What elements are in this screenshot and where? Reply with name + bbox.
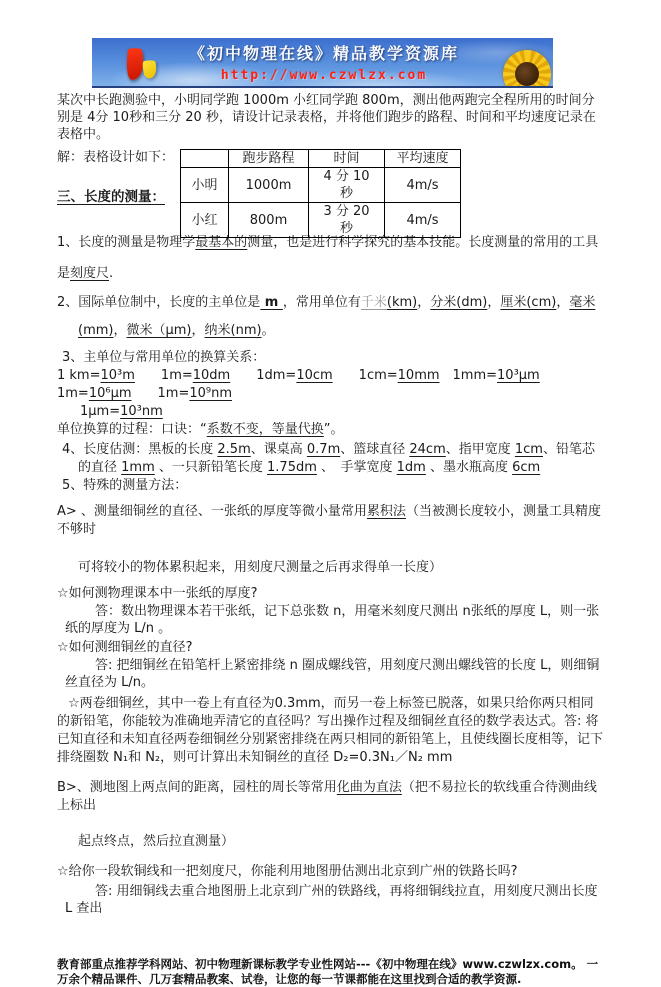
text-segment: 10³m [100, 368, 135, 383]
answer-railway-length [57, 883, 605, 917]
text-segment: 0.7m [306, 442, 341, 457]
text-segment: 10mm [397, 368, 440, 383]
text-segment: 1mm [121, 460, 155, 475]
site-banner [92, 38, 553, 88]
text-segment: ， [417, 295, 431, 310]
method-a-line-1 [57, 503, 605, 539]
question-paper-thickness [57, 585, 605, 603]
table-header-cell: 时间 [309, 150, 385, 168]
text-segment: 、课桌高 [250, 442, 307, 457]
text-segment: 、铅笔芯的直径 [78, 442, 595, 475]
table-cell: 小明 [181, 168, 229, 203]
text-segment: 24cm [409, 442, 446, 457]
text-segment: 毫米(mm) [78, 295, 596, 338]
text-segment: ”。 [323, 422, 344, 437]
method-b-line-2 [57, 833, 605, 851]
document-body [57, 92, 605, 987]
item-2-units [57, 289, 605, 345]
text-segment: 纳米(nm) [204, 323, 262, 338]
text-segment: 1、长度的测量是物理学 [57, 235, 196, 250]
site-url-link[interactable]: http://www.czwlzx.com [220, 68, 428, 83]
text-segment: 单位换算的过程：口诀：“ [57, 422, 207, 437]
text-segment: 刻度尺 [70, 266, 110, 281]
text-segment: 1mm= [439, 368, 498, 383]
text-segment: ， [191, 323, 205, 338]
table-cell: 4m/s [385, 168, 461, 203]
table-header-cell [181, 150, 229, 168]
footer-promo-text: 教育部重点推荐学科网站、初中物理新课标教学专业性网站---《初中物理在线》www.czwlzx.com。 一万余个精品课件、几万套精品教案、试卷，让您的每一节课都能在这里找到合适的教学资源. [57, 957, 599, 986]
solution-block [57, 143, 605, 236]
text-segment: 1m= [57, 368, 553, 401]
text-segment: m [260, 295, 283, 310]
text-segment: 10⁹nm [189, 386, 233, 401]
text-segment: 累积法 [366, 504, 406, 519]
text-segment: 测量，也是进行科学探究的基本技能。长度测量的常用的工具是 [57, 235, 599, 281]
table-row [181, 168, 461, 203]
text-segment: (km) [386, 295, 418, 310]
text-segment: 答: 把细铜丝在铅笔杆上紧密排绕 n 圈成螺线管，用刻度尺测出螺线管的长度 L，则细铜丝直径为 L/n。 [65, 658, 600, 690]
text-segment: 10cm [296, 368, 333, 383]
text-segment: 、 手掌宽度 [316, 460, 397, 475]
sunflower-icon [503, 50, 551, 88]
text-segment: B>、测地图上两点间的距离，园柱的周长等常用 [57, 780, 337, 795]
flame-yellow-shape [141, 59, 159, 80]
site-logo-icon [124, 46, 168, 84]
text-segment: 6cm [512, 460, 541, 475]
text-segment: 千米 [360, 295, 387, 310]
text-segment: ， [556, 295, 570, 310]
text-segment: ， [487, 295, 501, 310]
table-header-cell: 跑步路程 [229, 150, 309, 168]
text-segment: A> 、测量细铜丝的直径、一张纸的厚度等微小量常用 [57, 504, 367, 519]
text-segment: . [109, 266, 114, 281]
solution-table-body [181, 168, 461, 238]
text-segment: 。 [261, 323, 275, 338]
text-segment: 10³μm [497, 368, 540, 383]
question-wire-diameter [57, 639, 605, 657]
text-segment: 1.75dm [267, 460, 317, 475]
answer-paper-thickness [57, 603, 605, 637]
text-segment: 最基本的 [195, 235, 248, 250]
conversion-mnemonic [57, 421, 605, 439]
item-4-estimates [57, 441, 605, 477]
text-segment: （当被测长度较小，测量工具精度不够时 [57, 504, 601, 537]
banner-text-block [164, 41, 484, 83]
problem-statement: 某次中长跑测验中，小明同学跑 1000m 小红同学跑 800m，测出他两跑完全程所用的时间分别是 4分 10秒和三分 20 秒，请设计记录表格，并将他们跑步的路程、时间和平均速度记录在表格中。 [57, 93, 596, 142]
text-segment: ，常用单位有 [282, 295, 361, 310]
text-segment: 5、特殊的测量方法： [62, 478, 188, 493]
conversion-line-2 [57, 403, 605, 421]
text-segment: ☆如何测物理课本中一张纸的厚度? [57, 586, 258, 601]
text-segment: 2.5m [217, 442, 251, 457]
solution-table [180, 149, 461, 238]
item-3-conversion-heading [57, 349, 605, 367]
text-segment: 答: 用细铜线去重合地图册上北京到广州的铁路线，再将细铜线拉直，用刻度尺测出长度 L 查出 [65, 884, 598, 916]
text-segment: 答：数出物理课本若干张纸，记下总张数 n，用毫米刻度尺测出 n张纸的厚度 L，则一张纸的厚度为 L/n 。 [65, 604, 600, 636]
method-b-line-1 [57, 779, 605, 815]
table-cell: 小红 [181, 203, 229, 238]
text-segment: 可将较小的物体累积起来，用刻度尺测量之后再求得单一长度） [78, 560, 443, 575]
text-segment: 1m= [131, 386, 190, 401]
text-segment: 10dm [192, 368, 231, 383]
text-segment: 4、长度估测：黑板的长度 [62, 442, 218, 457]
table-cell: 4m/s [385, 203, 461, 238]
text-segment: 系数不变，等量代换 [206, 422, 324, 437]
text-segment: 、墨水瓶高度 [425, 460, 513, 475]
method-a-line-2 [57, 559, 605, 577]
site-title: 《初中物理在线》精品教学资源库 [188, 44, 459, 63]
text-segment: 1cm= [332, 368, 398, 383]
text-segment: 化曲为直法 [336, 780, 402, 795]
table-cell: 3 分 20 秒 [309, 203, 385, 238]
text-segment: ☆两卷细铜丝，其中一卷上有直径为0.3mm，而另一卷上标签已脱落，如果只给你两只相同的新铅笔，你能较为准确地弄清它的直径吗？写出操作过程及细铜丝直径的数学表达式。答: 将已知直径和未知直径两卷细铜丝分别紧密排绕在两只相同的新铅笔上，且使线圈长度相等，记下排绕圈数 N₁和 N₂，则可计算出未知铜丝的直径 D₂=0.3N₁／N₂ mm [57, 696, 604, 765]
text-segment: 、一只新铅笔长度 [154, 460, 268, 475]
item-5-special-methods-heading [57, 477, 605, 495]
text-segment: 微米（μm) [126, 323, 192, 338]
section-heading: 三、长度的测量： [57, 189, 165, 205]
text-segment: 1dm= [230, 368, 297, 383]
text-segment: 分米(dm) [430, 295, 488, 310]
text-segment: 10³nm [120, 404, 163, 419]
text-segment: 1dm [396, 460, 426, 475]
text-segment: 1 km= [57, 368, 101, 383]
conversion-line-1 [57, 367, 605, 403]
text-segment: 厘米(cm) [500, 295, 557, 310]
table-cell: 800m [229, 203, 309, 238]
text-segment: 3、主单位与常用单位的换算关系： [62, 350, 266, 365]
text-segment: 起点终点，然后拉直测量） [78, 834, 235, 849]
table-header-cell: 平均速度 [385, 150, 461, 168]
question-railway-length [57, 863, 605, 881]
text-segment: 1μm= [80, 404, 121, 419]
solution-table-head-row [181, 150, 461, 168]
text-segment: 1cm [514, 442, 543, 457]
text-segment: ， [113, 323, 127, 338]
table-cell: 1000m [229, 168, 309, 203]
text-segment: 、指甲宽度 [445, 442, 515, 457]
table-row [181, 203, 461, 238]
text-segment: ☆如何测细铜丝的直径? [57, 640, 193, 655]
text-segment: 、篮球直径 [340, 442, 410, 457]
solution-label: 解：表格设计如下： [57, 150, 175, 165]
question-two-wire-rolls [57, 695, 605, 767]
text-segment: （把不易拉长的软线重合待测曲线上标出 [57, 780, 597, 813]
table-cell: 4 分 10 秒 [309, 168, 385, 203]
text-segment: ☆给你一段软铜线和一把刻度尺，你能利用地图册估测出北京到广州的铁路长吗? [57, 864, 518, 879]
answer-wire-diameter [57, 657, 605, 691]
text-segment: 2、国际单位制中，长度的主单位是 [57, 295, 261, 310]
text-segment: 1m= [134, 368, 193, 383]
text-segment: 10⁶μm [88, 386, 132, 401]
